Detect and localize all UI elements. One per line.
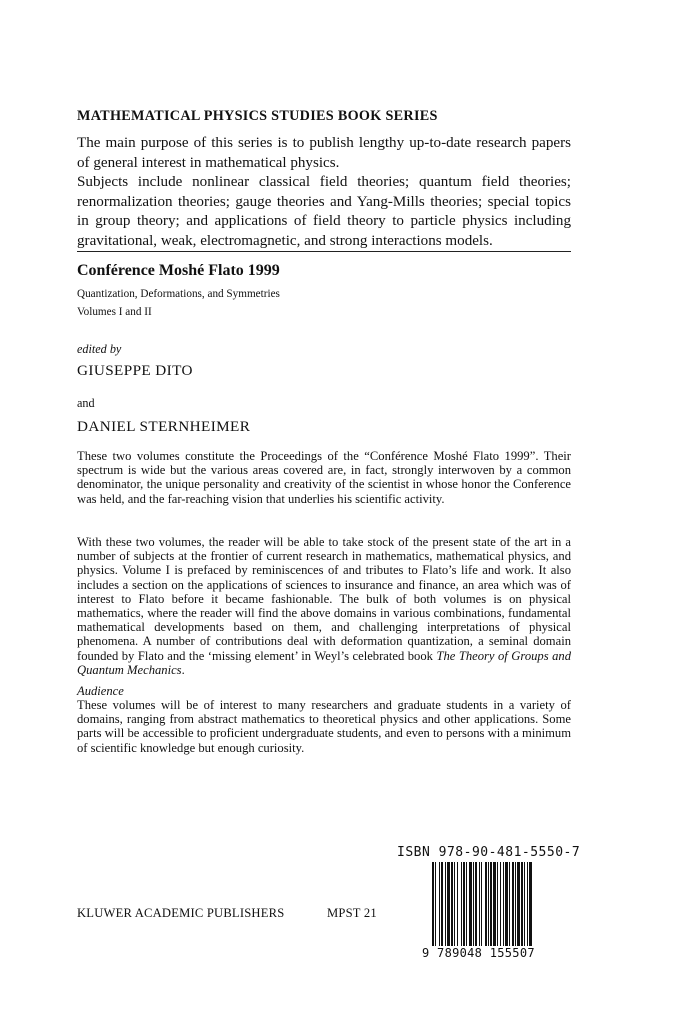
- series-purpose: The main purpose of this series is to publish lengthy up-to-date research papers of general interest in mathematical physics.: [77, 135, 571, 171]
- barcode-bar: [490, 862, 492, 948]
- barcode-bars-icon: [430, 862, 570, 948]
- barcode-bar: [435, 862, 436, 948]
- barcode-bar: [505, 862, 508, 948]
- barcode-bar: [497, 862, 498, 948]
- barcode-bar: [463, 862, 465, 948]
- edited-by-label: edited by: [77, 342, 122, 356]
- barcode-bar: [441, 862, 443, 948]
- description-text-1: These two volumes constitute the Proceedings of the “Conférence Moshé Flato 1999”. Their spectrum is wide but the various areas covered are, in fact, strongly interwoven by a common denominator, the unique personality and creativity of the scientist in whose honor the Conference was held, and the far-reaching vision that underlies his scientific activity.: [77, 449, 571, 506]
- description-paragraph-2: [77, 535, 571, 677]
- barcode-bar: [493, 862, 496, 948]
- book-volumes: Volumes I and II: [77, 306, 152, 318]
- barcode-bar: [457, 862, 458, 948]
- barcode-bar: [509, 862, 510, 948]
- series-description: [77, 134, 571, 251]
- barcode-bar: [466, 862, 467, 948]
- barcode-bar: [527, 862, 528, 948]
- description-paragraph-1: [77, 449, 571, 506]
- series-code: MPST 21: [327, 906, 377, 920]
- barcode-bar: [524, 862, 525, 948]
- book-reference-end: .: [181, 662, 185, 677]
- barcode-bar: [451, 862, 453, 948]
- barcode: [422, 862, 572, 965]
- barcode-bar: [473, 862, 474, 948]
- barcode-bar: [439, 862, 440, 948]
- barcode-bar: [500, 862, 501, 948]
- barcode-bar: [445, 862, 446, 948]
- barcode-bar: [432, 862, 434, 948]
- barcode-bar: [512, 862, 514, 948]
- barcode-bar: [479, 862, 480, 948]
- divider-rule: [77, 251, 571, 252]
- audience-paragraph: [77, 698, 571, 755]
- barcode-bar: [454, 862, 455, 948]
- barcode-bar: [481, 862, 482, 948]
- barcode-bar: [461, 862, 462, 948]
- barcode-bar: [485, 862, 487, 948]
- book-reference: The Theory of Groups and Quantum Mechanics: [77, 648, 571, 677]
- editor-name-2: DANIEL STERNHEIMER: [77, 418, 251, 435]
- series-subjects: Subjects include nonlinear classical field theories; quantum field theories; renormalization theories; gauge theories and Yang-Mills theories; special topics in group theory; and applications of field theory to particle physics including gravitational, weak, electromagnetic, and strong interactions models.: [77, 174, 571, 249]
- barcode-bar: [521, 862, 523, 948]
- series-title: MATHEMATICAL PHYSICS STUDIES BOOK SERIES: [77, 108, 438, 124]
- barcode-bar: [447, 862, 450, 948]
- book-title: Conférence Moshé Flato 1999: [77, 262, 280, 279]
- publisher-name: KLUWER ACADEMIC PUBLISHERS: [77, 906, 285, 920]
- barcode-bar: [475, 862, 477, 948]
- barcode-bar: [488, 862, 489, 948]
- barcode-bar: [529, 862, 532, 948]
- description-text-2-main: With these two volumes, the reader will be able to take stock of the present state of the art in a number of subjects at the frontier of current research in mathematics, mathematical physics, and physics. Volume I is prefaced by reminiscences of and tributes to Flato’s life and work. It also includes a section on the applications of sciences to insurance and finance, an area which was of interest to Flato before it became fashionable. The bulk of both volumes is on physical mathematics, where the reader will find the above domains in various combinations, fundamental mathematical developments based on them, and challenging interpretations of physical phenomena. A number of contributions deal with deformation quantization, a seminal domain founded by Flato and the ‘missing element’ in Weyl’s celebrated book: [77, 535, 571, 663]
- editor-name-1: GIUSEPPE DITO: [77, 362, 193, 379]
- barcode-bar: [469, 862, 472, 948]
- barcode-number: 9 789048 155507: [422, 946, 572, 960]
- description-text-2: [77, 535, 571, 677]
- audience-heading: Audience: [77, 684, 124, 698]
- book-subtitle: Quantization, Deformations, and Symmetries: [77, 288, 280, 300]
- and-label: and: [77, 396, 95, 410]
- barcode-bar: [517, 862, 520, 948]
- barcode-bar: [503, 862, 504, 948]
- audience-text: These volumes will be of interest to many researchers and graduate students in a variety of domains, ranging from abstract mathematics to theoretical physics and other applications. Some parts will be accessible to proficient undergraduate students, and even to persons with a minimum of scientific knowledge but enough curiosity.: [77, 698, 571, 755]
- isbn-label: ISBN 978-90-481-5550-7: [397, 845, 581, 860]
- barcode-bar: [515, 862, 516, 948]
